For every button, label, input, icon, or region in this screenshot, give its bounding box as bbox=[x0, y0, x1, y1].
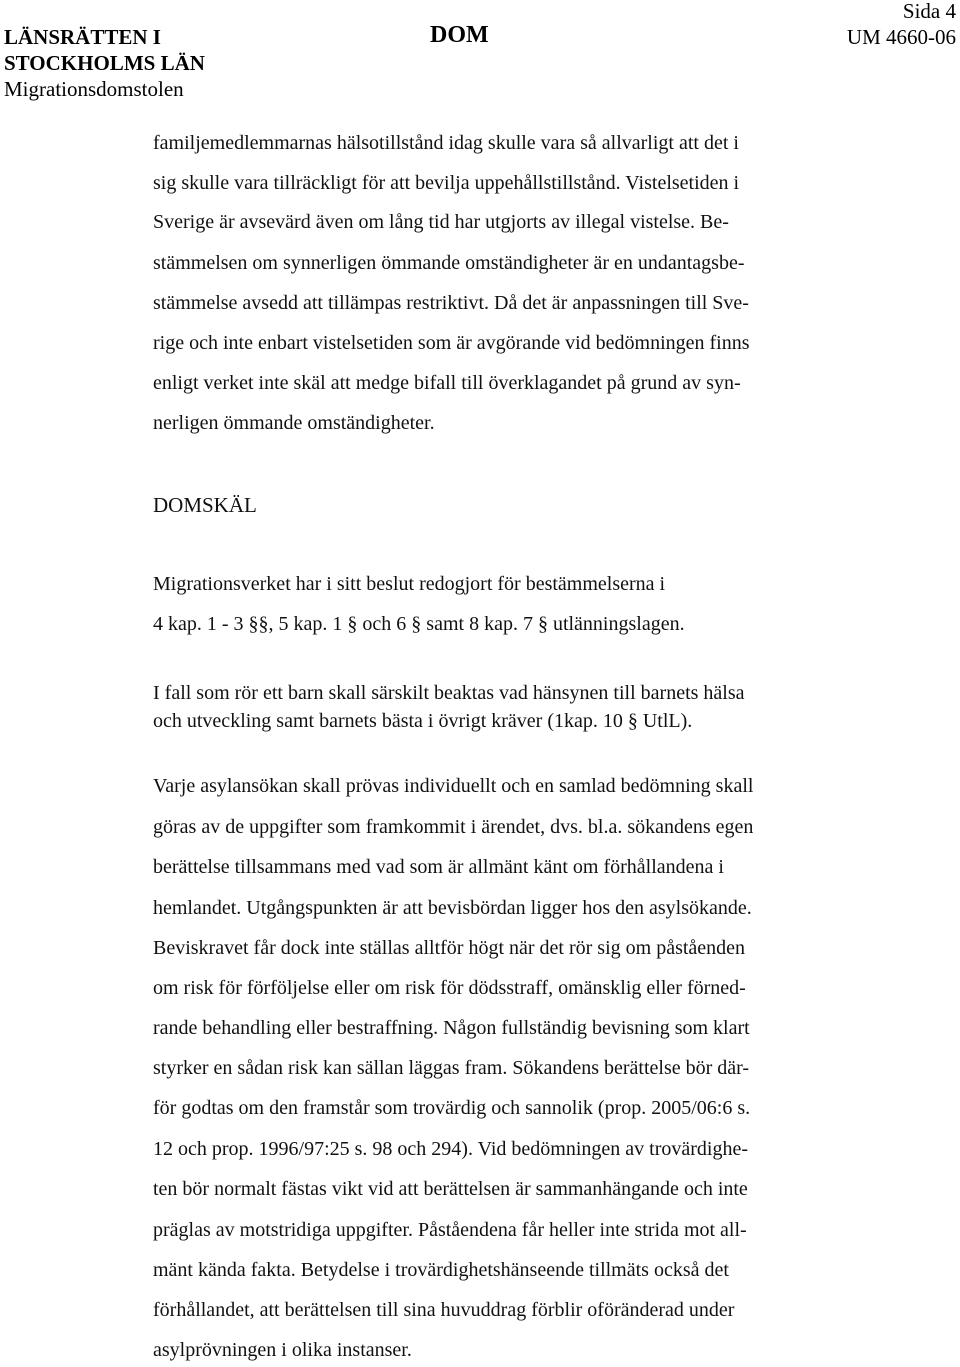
court-name-line1: LÄNSRÄTTEN I bbox=[4, 25, 161, 49]
body-line: berättelse tillsammans med vad som är allmänt känt om förhållandena i bbox=[153, 856, 724, 878]
page-number: Sida 4 bbox=[902, 0, 956, 23]
body-line: enligt verket inte skäl att medge bifall till överklagandet på grund av syn- bbox=[153, 372, 741, 394]
body-line: sig skulle vara tillräckligt för att bevilja uppehållstillstånd. Vistelsetiden i bbox=[153, 172, 740, 194]
body-line: nerligen ömmande omständigheter. bbox=[153, 412, 435, 434]
court-department: Migrationsdomstolen bbox=[4, 77, 184, 101]
body-line: 4 kap. 1 - 3 §§, 5 kap. 1 § och 6 § samt 8 kap. 7 § utlänningslagen. bbox=[153, 613, 685, 635]
body-line: göras av de uppgifter som framkommit i ärendet, dvs. bl.a. sökandens egen bbox=[153, 816, 754, 838]
body-line: om risk för förföljelse eller om risk för dödsstraff, omänsklig eller förned- bbox=[153, 977, 746, 999]
body-line: Beviskravet får dock inte ställas alltför högt när det rör sig om påståenden bbox=[153, 937, 746, 959]
court-name-line2: STOCKHOLMS LÄN bbox=[4, 51, 205, 75]
body-line: förhållandet, att berättelsen till sina huvuddrag förblir oföränderad under bbox=[153, 1299, 735, 1321]
section-heading: DOMSKÄL bbox=[153, 493, 257, 517]
body-line: för godtas om den framstår som trovärdig och sannolik (prop. 2005/06:6 s. bbox=[153, 1097, 751, 1119]
body-line: stämmelsen om synnerligen ömmande omständigheter är en undantagsbe- bbox=[153, 252, 745, 274]
body-line: och utveckling samt barnets bästa i övrigt kräver (1kap. 10 § UtlL). bbox=[153, 710, 693, 732]
body-line: styrker en sådan risk kan sällan läggas fram. Sökandens berättelse bör där- bbox=[153, 1057, 750, 1079]
body-line: stämmelse avsedd att tillämpas restriktivt. Då det är anpassningen till Sve- bbox=[153, 292, 749, 314]
body-line: Sverige är avsevärd även om lång tid har utgjorts av illegal vistelse. Be- bbox=[153, 211, 729, 233]
document-type: DOM bbox=[430, 22, 489, 48]
body-line: mänt kända fakta. Betydelse i trovärdighetshänseende tillmäts också det bbox=[153, 1259, 729, 1281]
body-line: ten bör normalt fästas vikt vid att berättelsen är sammanhängande och inte bbox=[153, 1178, 748, 1200]
body-line: Migrationsverket har i sitt beslut redogjort för bestämmelserna i bbox=[153, 573, 666, 595]
body-line: Varje asylansökan skall prövas individuellt och en samlad bedömning skall bbox=[153, 775, 754, 797]
body-line: 12 och prop. 1996/97:25 s. 98 och 294). Vid bedömningen av trovärdighe- bbox=[153, 1138, 748, 1160]
case-number: UM 4660-06 bbox=[846, 25, 956, 49]
body-line: familjemedlemmarnas hälsotillstånd idag skulle vara så allvarligt att det i bbox=[153, 132, 739, 154]
body-line: rande behandling eller bestraffning. Någon fullständig bevisning som klart bbox=[153, 1017, 750, 1039]
body-line: I fall som rör ett barn skall särskilt beaktas vad hänsynen till barnets hälsa bbox=[153, 682, 745, 704]
body-line: hemlandet. Utgångspunkten är att bevisbördan ligger hos den asylsökande. bbox=[153, 897, 752, 919]
body-line: rige och inte enbart vistelsetiden som är avgörande vid bedömningen finns bbox=[153, 332, 750, 354]
body-line: präglas av motstridiga uppgifter. Påståendena får heller inte strida mot all- bbox=[153, 1219, 747, 1241]
body-line: asylprövningen i olika instanser. bbox=[153, 1339, 412, 1361]
